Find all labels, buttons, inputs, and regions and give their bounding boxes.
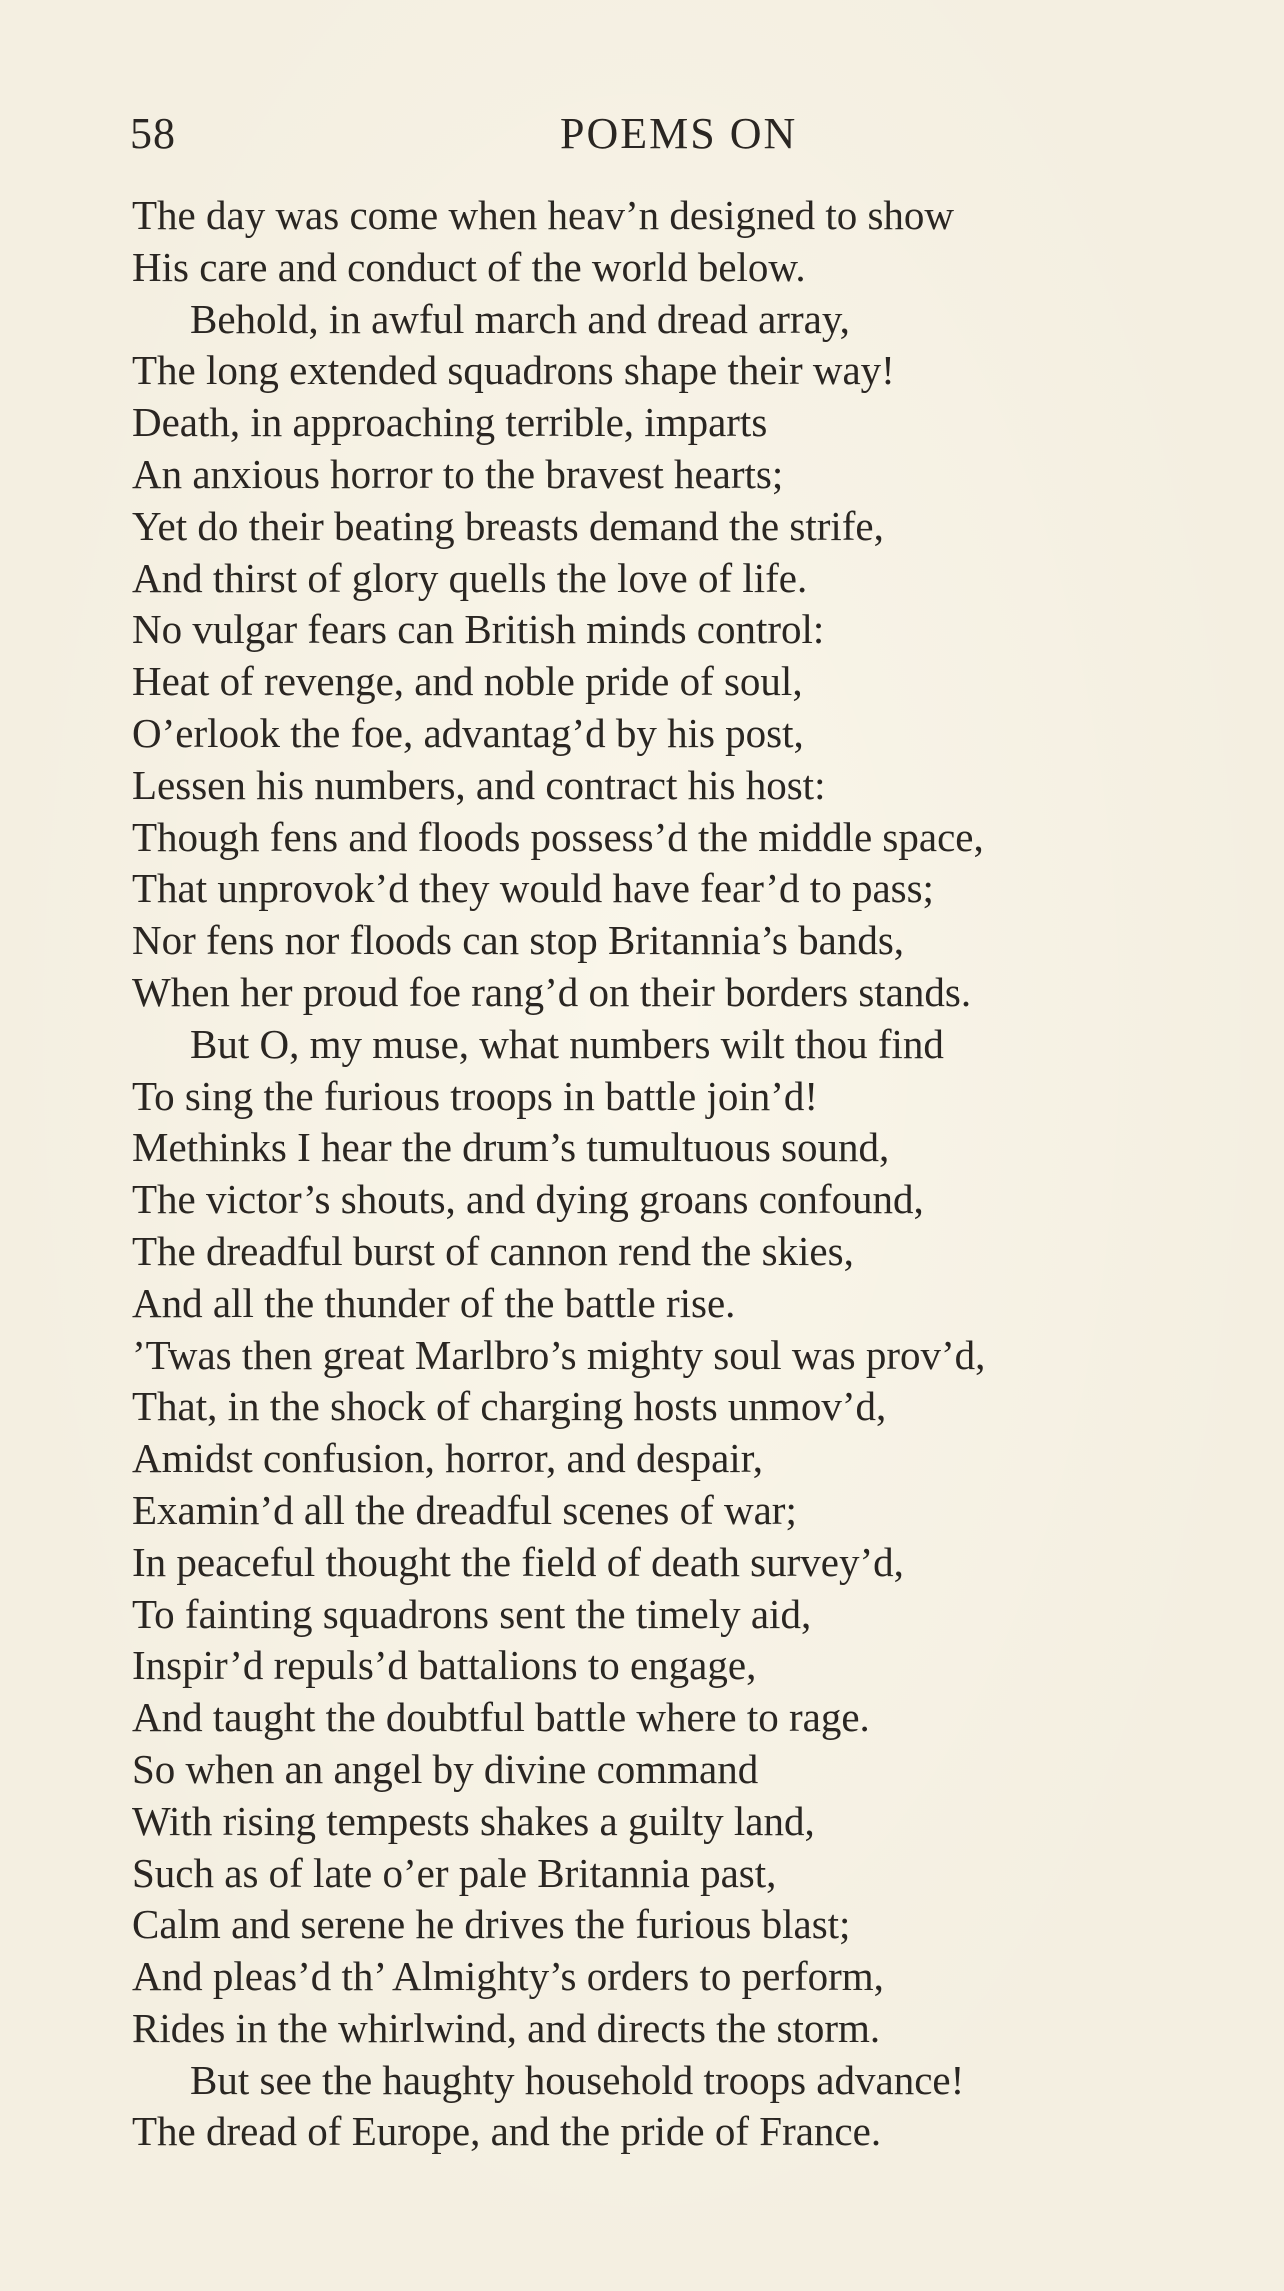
poem-line: ’Twas then great Marlbro’s mighty soul was prov’d, xyxy=(132,1331,986,1378)
poem-line: Such as of late o’er pale Britannia past, xyxy=(132,1849,777,1896)
poem-line: Inspir’d repuls’d battalions to engage, xyxy=(132,1642,757,1689)
poem-line: Methinks I hear the drum’s tumultuous sound, xyxy=(132,1124,890,1171)
poem-line: And thirst of glory quells the love of life. xyxy=(132,554,808,601)
poem-line: Lessen his numbers, and contract his host: xyxy=(132,761,826,808)
poem-line: Heat of revenge, and noble pride of soul, xyxy=(132,658,803,705)
poem-line: The day was come when heav’n designed to show xyxy=(132,192,955,238)
poem-line: Examin’d all the dreadful scenes of war; xyxy=(132,1486,797,1533)
poem-line: With rising tempests shakes a guilty land, xyxy=(132,1797,815,1844)
poem-line: The long extended squadrons shape their way! xyxy=(132,347,895,394)
poem-line: To fainting squadrons sent the timely aid, xyxy=(132,1590,812,1637)
poem-line: Nor fens nor floods can stop Britannia’s bands, xyxy=(132,917,905,964)
poem-line: Behold, in awful march and dread array, xyxy=(190,295,850,342)
poem-line: No vulgar fears can British minds control: xyxy=(132,606,825,653)
poem-line: Though fens and floods possess’d the middle space, xyxy=(132,813,984,860)
poem-line: The victor’s shouts, and dying groans confound, xyxy=(132,1176,924,1223)
poem-line: But O, my muse, what numbers wilt thou find xyxy=(190,1020,944,1067)
poem-line: Yet do their beating breasts demand the strife, xyxy=(132,502,884,549)
poem-line: That unprovok’d they would have fear’d to pass; xyxy=(132,865,934,912)
poem-line: So when an angel by divine command xyxy=(132,1745,759,1792)
poem-line: When her proud foe rang’d on their borders stands. xyxy=(132,968,972,1015)
poem-line: But see the haughty household troops advance! xyxy=(190,2056,965,2103)
poem-line: Death, in approaching terrible, imparts xyxy=(132,399,768,446)
poem-line: O’erlook the foe, advantag’d by his post, xyxy=(132,709,804,756)
poem-line: In peaceful thought the field of death survey’d, xyxy=(132,1538,904,1585)
poem-line: And taught the doubtful battle where to rage. xyxy=(132,1694,870,1741)
poem-line: And pleas’d th’ Almighty’s orders to perform, xyxy=(132,1953,884,2000)
poem-line: The dread of Europe, and the pride of France. xyxy=(132,2108,882,2155)
poem-line: And all the thunder of the battle rise. xyxy=(132,1279,736,1326)
poem-line: Amidst confusion, horror, and despair, xyxy=(132,1435,763,1482)
page-header xyxy=(130,108,1130,168)
poem-line: To sing the furious troops in battle join’d! xyxy=(132,1072,819,1119)
poem-line: An anxious horror to the bravest hearts; xyxy=(132,450,784,497)
page-number: 58 xyxy=(130,109,176,158)
poem-line: That, in the shock of charging hosts unmov’d, xyxy=(132,1383,887,1430)
poem-line: His care and conduct of the world below. xyxy=(132,243,806,290)
poem-text xyxy=(132,190,1252,2158)
poem-line: The dreadful burst of cannon rend the skies, xyxy=(132,1227,854,1274)
poem-line: Rides in the whirlwind, and directs the storm. xyxy=(132,2004,881,2051)
running-head: POEMS ON xyxy=(560,109,798,158)
poem-line: Calm and serene he drives the furious blast; xyxy=(132,1901,851,1948)
